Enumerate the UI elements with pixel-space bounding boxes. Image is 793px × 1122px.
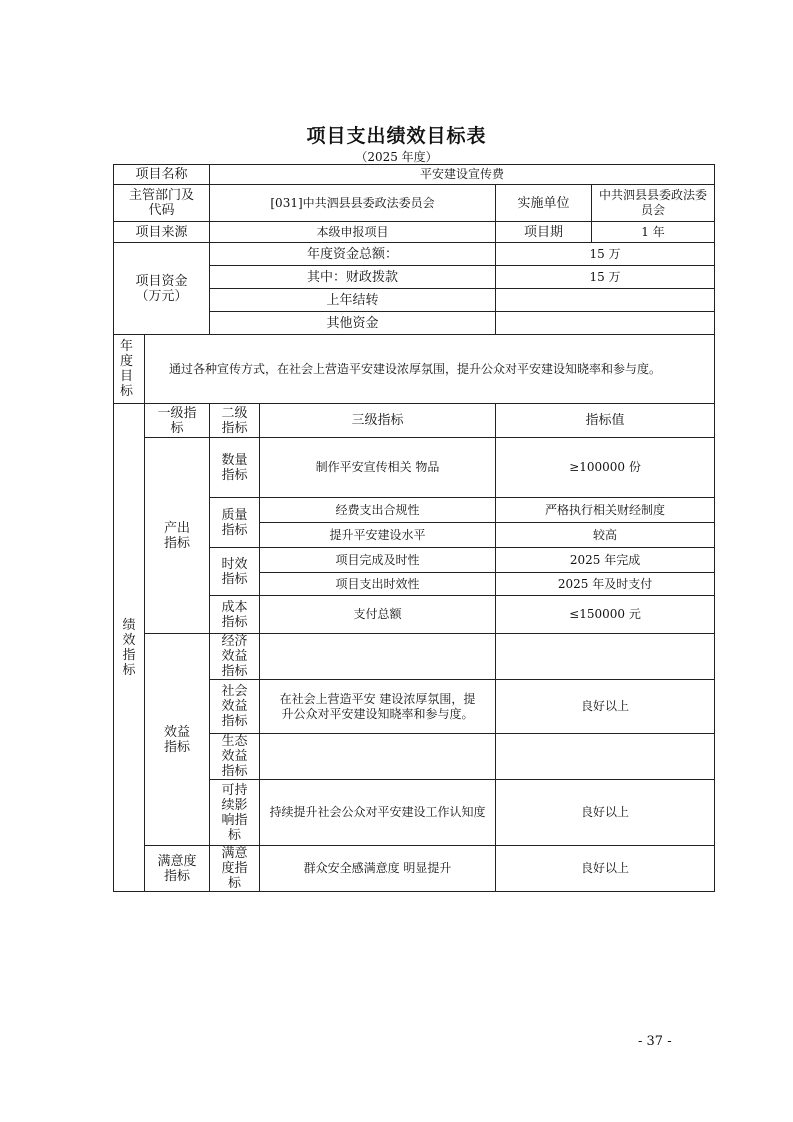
effect-label: 效益指标: [145, 634, 210, 846]
level2-timeliness: 时效指标: [210, 548, 260, 596]
social-1-value: 良好以上: [496, 680, 715, 734]
table-row: [114, 634, 715, 680]
page-number: - 37 -: [638, 1034, 672, 1049]
social-1-name: 在社会上营造平安 建设浓厚氛围，提升公众对平安建设知晓率和参与度。: [260, 680, 496, 734]
period-split: [496, 222, 714, 242]
header-level1: 一级指标: [145, 404, 210, 438]
period-split-cell: [496, 222, 715, 243]
table-row: [114, 335, 715, 404]
fund-label: 项目资金（万元）: [114, 243, 210, 335]
quantity-1-name: 制作平安宣传相关 物品: [260, 438, 496, 498]
fund-total-label: 年度资金总额：: [210, 243, 496, 266]
project-name-value: 平安建设宣传费: [210, 165, 715, 185]
timeliness-2-value: 2025 年及时支付: [496, 573, 715, 596]
timeliness-1-value: 2025 年完成: [496, 548, 715, 573]
economic-1-name: [260, 634, 496, 680]
page-subtitle: （2025 年度）: [355, 150, 438, 164]
level2-economic: 经济效益指标: [210, 634, 260, 680]
annual-goal-text: 通过各种宣传方式，在社会上营造平安建设浓厚氛围，提升公众对平安建设知晓率和参与度。: [145, 335, 715, 404]
fund-fiscal-value: 15 万: [496, 266, 715, 289]
level2-cost: 成本指标: [210, 596, 260, 634]
fund-other-value: [496, 312, 715, 335]
source-value: 本级申报项目: [210, 222, 496, 243]
output-label: 产出指标: [145, 438, 210, 634]
cost-1-name: 支付总额: [260, 596, 496, 634]
level2-ecological: 生态效益指标: [210, 734, 260, 780]
period-value: 1 年: [641, 224, 665, 239]
timeliness-1-name: 项目完成及时性: [260, 548, 496, 573]
level2-social: 社会效益指标: [210, 680, 260, 734]
fund-fiscal-label: 其中：财政拨款: [210, 266, 496, 289]
project-name-label: 项目名称: [114, 165, 210, 185]
fund-carry-value: [496, 289, 715, 312]
impl-label: 实施单位: [496, 185, 592, 221]
fund-other-label: 其他资金: [210, 312, 496, 335]
fund-total-value: 15 万: [496, 243, 715, 266]
level2-sustainable: 可持续影响指标: [210, 780, 260, 846]
source-label: 项目来源: [114, 222, 210, 243]
quality-2-value: 较高: [496, 523, 715, 548]
quality-1-name: 经费支出合规性: [260, 498, 496, 523]
table-row: [114, 243, 715, 266]
table-row: [114, 846, 715, 892]
economic-1-value: [496, 634, 715, 680]
annual-goal-label: 年度目标: [114, 335, 145, 404]
satisfaction-l1-label: 满意度指标: [145, 846, 210, 892]
satisfaction-1-name: 群众安全感满意度 明显提升: [260, 846, 496, 892]
table-row: [114, 222, 715, 243]
sustainable-1-value: 良好以上: [496, 780, 715, 846]
perf-label: 绩效指标: [114, 404, 145, 892]
header-level3: 三级指标: [260, 404, 496, 438]
impl-value: 中共泗县县委政法委员会: [599, 188, 708, 217]
dept-label: 主管部门及代码: [114, 185, 210, 222]
page-title: 项目支出绩效目标表: [306, 125, 487, 147]
level2-quantity: 数量指标: [210, 438, 260, 498]
period-label: 项目期: [496, 222, 592, 242]
table-row: [114, 404, 715, 438]
timeliness-2-name: 项目支出时效性: [260, 573, 496, 596]
table-row: [114, 438, 715, 498]
ecological-1-name: [260, 734, 496, 780]
header-level2: 二级指标: [210, 404, 260, 438]
performance-table: [113, 164, 715, 892]
impl-split-cell: [496, 185, 715, 222]
sustainable-1-name: 持续提升社会公众对平安建设工作认知度: [260, 780, 496, 846]
ecological-1-value: [496, 734, 715, 780]
cost-1-value: ≤150000 元: [496, 596, 715, 634]
quality-1-value: 严格执行相关财经制度: [496, 498, 715, 523]
level2-quality: 质量指标: [210, 498, 260, 548]
table-row: [114, 165, 715, 185]
quality-2-name: 提升平安建设水平: [260, 523, 496, 548]
quantity-1-value: ≥100000 份: [496, 438, 715, 498]
dept-value: [031]中共泗县县委政法委员会: [210, 185, 496, 222]
header-value: 指标值: [496, 404, 715, 438]
level2-satisfaction: 满意度指标: [210, 846, 260, 892]
satisfaction-1-value: 良好以上: [496, 846, 715, 892]
table-row: [114, 185, 715, 222]
impl-split: [496, 185, 714, 221]
fund-carry-label: 上年结转: [210, 289, 496, 312]
